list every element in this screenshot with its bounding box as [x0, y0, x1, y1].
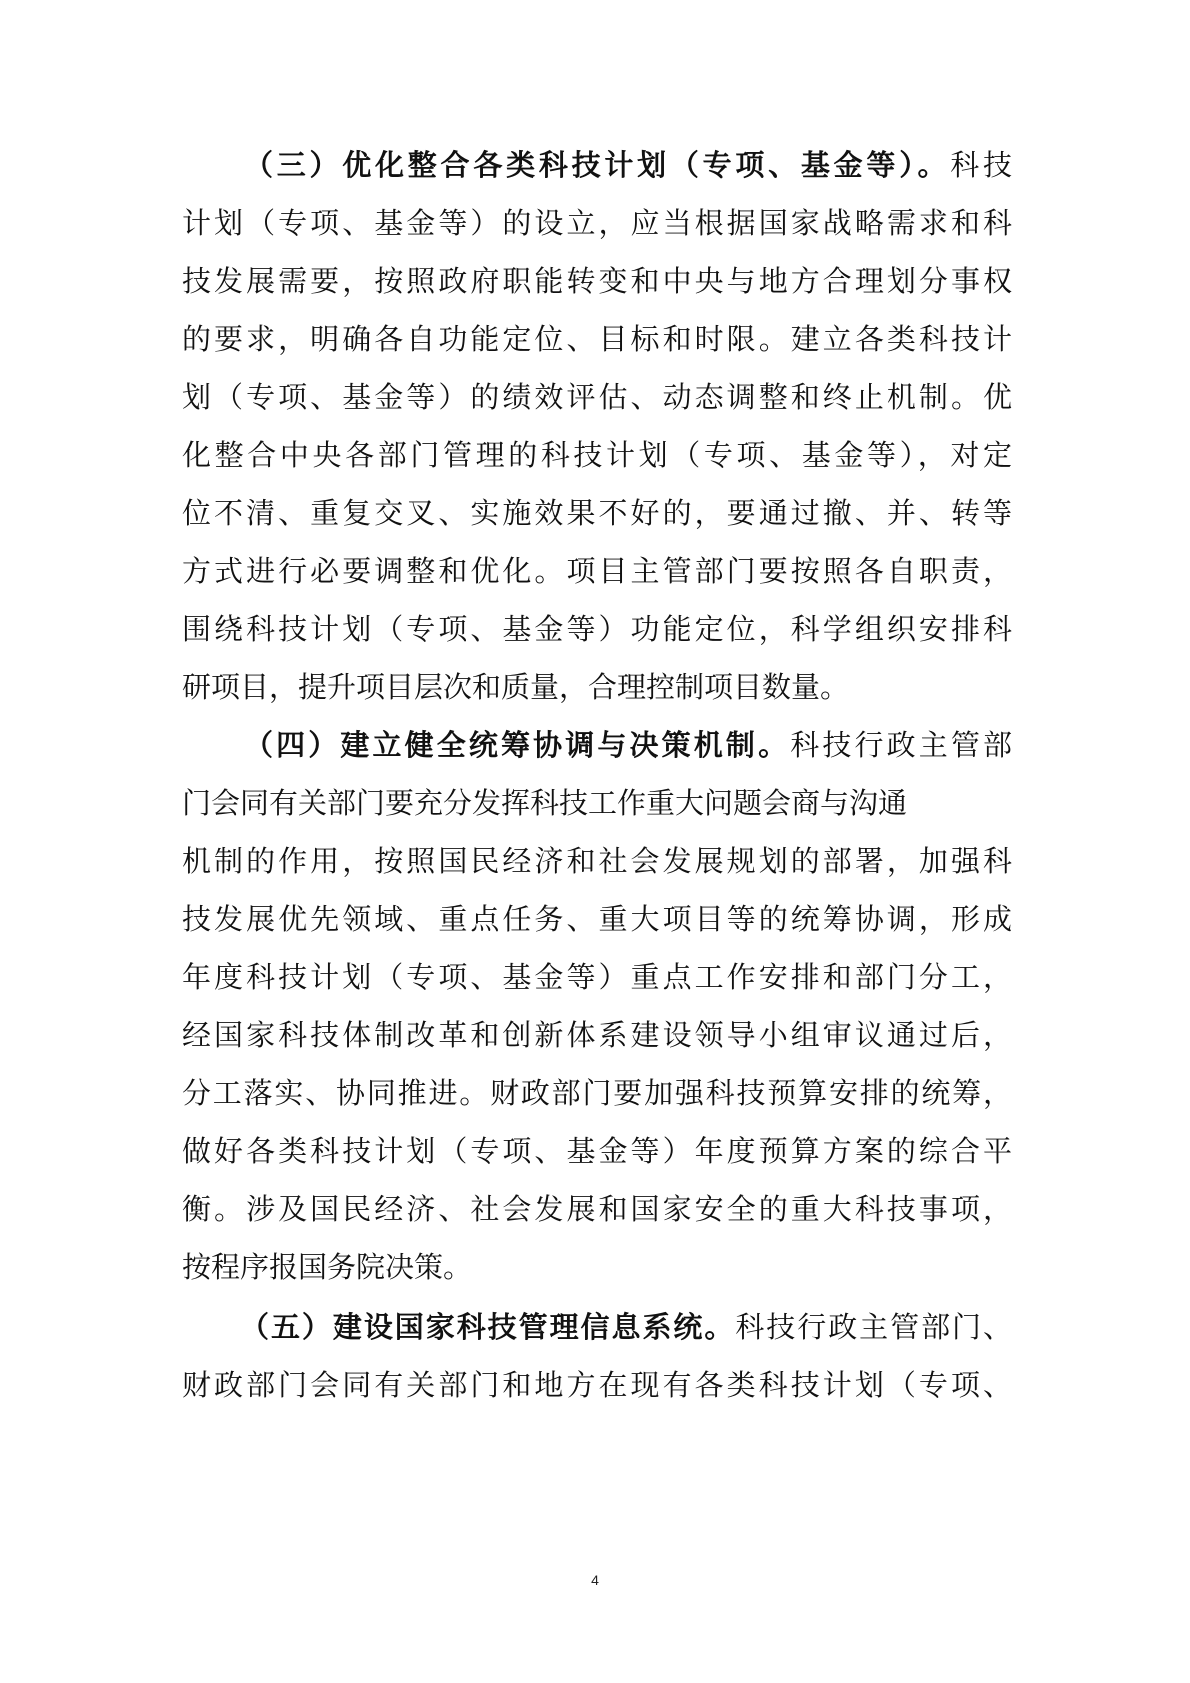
section3-line: 研项目，提升项目层次和质量，合理控制项目数量。	[182, 670, 850, 704]
section3-line: 科技	[950, 148, 1012, 182]
section4-line: 按程序报国务院决策。	[182, 1250, 473, 1284]
page-number: 4	[591, 1572, 599, 1588]
section5-first-line	[240, 1296, 1012, 1358]
section4-line: 技发展优先领域、重点任务、重大项目等的统筹协调，形成	[182, 902, 1012, 936]
section4-line: 科技行政主管部	[790, 728, 1012, 762]
section4-heading: （四）建立健全统筹协调与决策机制。	[244, 728, 791, 762]
section3-heading: （三）优化整合各类科技计划（专项、基金等）。	[244, 148, 951, 182]
section4-line: 做好各类科技计划（专项、基金等）年度预算方案的综合平	[182, 1134, 1012, 1168]
section5-line: 财政部门会同有关部门和地方在现有各类科技计划（专项、	[182, 1368, 1012, 1402]
section3-line: 的要求，明确各自功能定位、目标和时限。建立各类科技计	[182, 322, 1012, 356]
section4-line: 年度科技计划（专项、基金等）重点工作安排和部门分工，	[182, 960, 1012, 994]
section4-line: 门会同有关部门要充分发挥科技工作重大问题会商与沟通	[182, 786, 908, 820]
section3-line: 位不清、重复交叉、实施效果不好的，要通过撤、并、转等	[182, 496, 1012, 530]
section3-line: 划（专项、基金等）的绩效评估、动态调整和终止机制。优	[182, 380, 1012, 414]
section4-line: 机制的作用，按照国民经济和社会发展规划的部署，加强科	[182, 844, 1012, 878]
section3-line: 围绕科技计划（专项、基金等）功能定位，科学组织安排科	[182, 612, 1012, 646]
section4-line: 经国家科技体制改革和创新体系建设领导小组审议通过后，	[182, 1018, 1012, 1052]
section4-line: 分工落实、协同推进。财政部门要加强科技预算安排的统筹，	[182, 1076, 1012, 1110]
section4-line: 衡。涉及国民经济、社会发展和国家安全的重大科技事项，	[182, 1192, 1012, 1226]
section3-line: 技发展需要，按照政府职能转变和中央与地方合理划分事权	[182, 264, 1012, 298]
section5-heading: （五）建设国家科技管理信息系统。	[240, 1310, 736, 1344]
section5-line: 科技行政主管部门、	[735, 1310, 1012, 1344]
section3-line: 化整合中央各部门管理的科技计划（专项、基金等），对定	[182, 438, 1012, 472]
section3-line: 计划（专项、基金等）的设立，应当根据国家战略需求和科	[182, 206, 1012, 240]
section3-first-line	[244, 134, 1012, 196]
section3-line: 方式进行必要调整和优化。项目主管部门要按照各自职责，	[182, 554, 1012, 588]
section4-first-line	[244, 714, 1012, 776]
